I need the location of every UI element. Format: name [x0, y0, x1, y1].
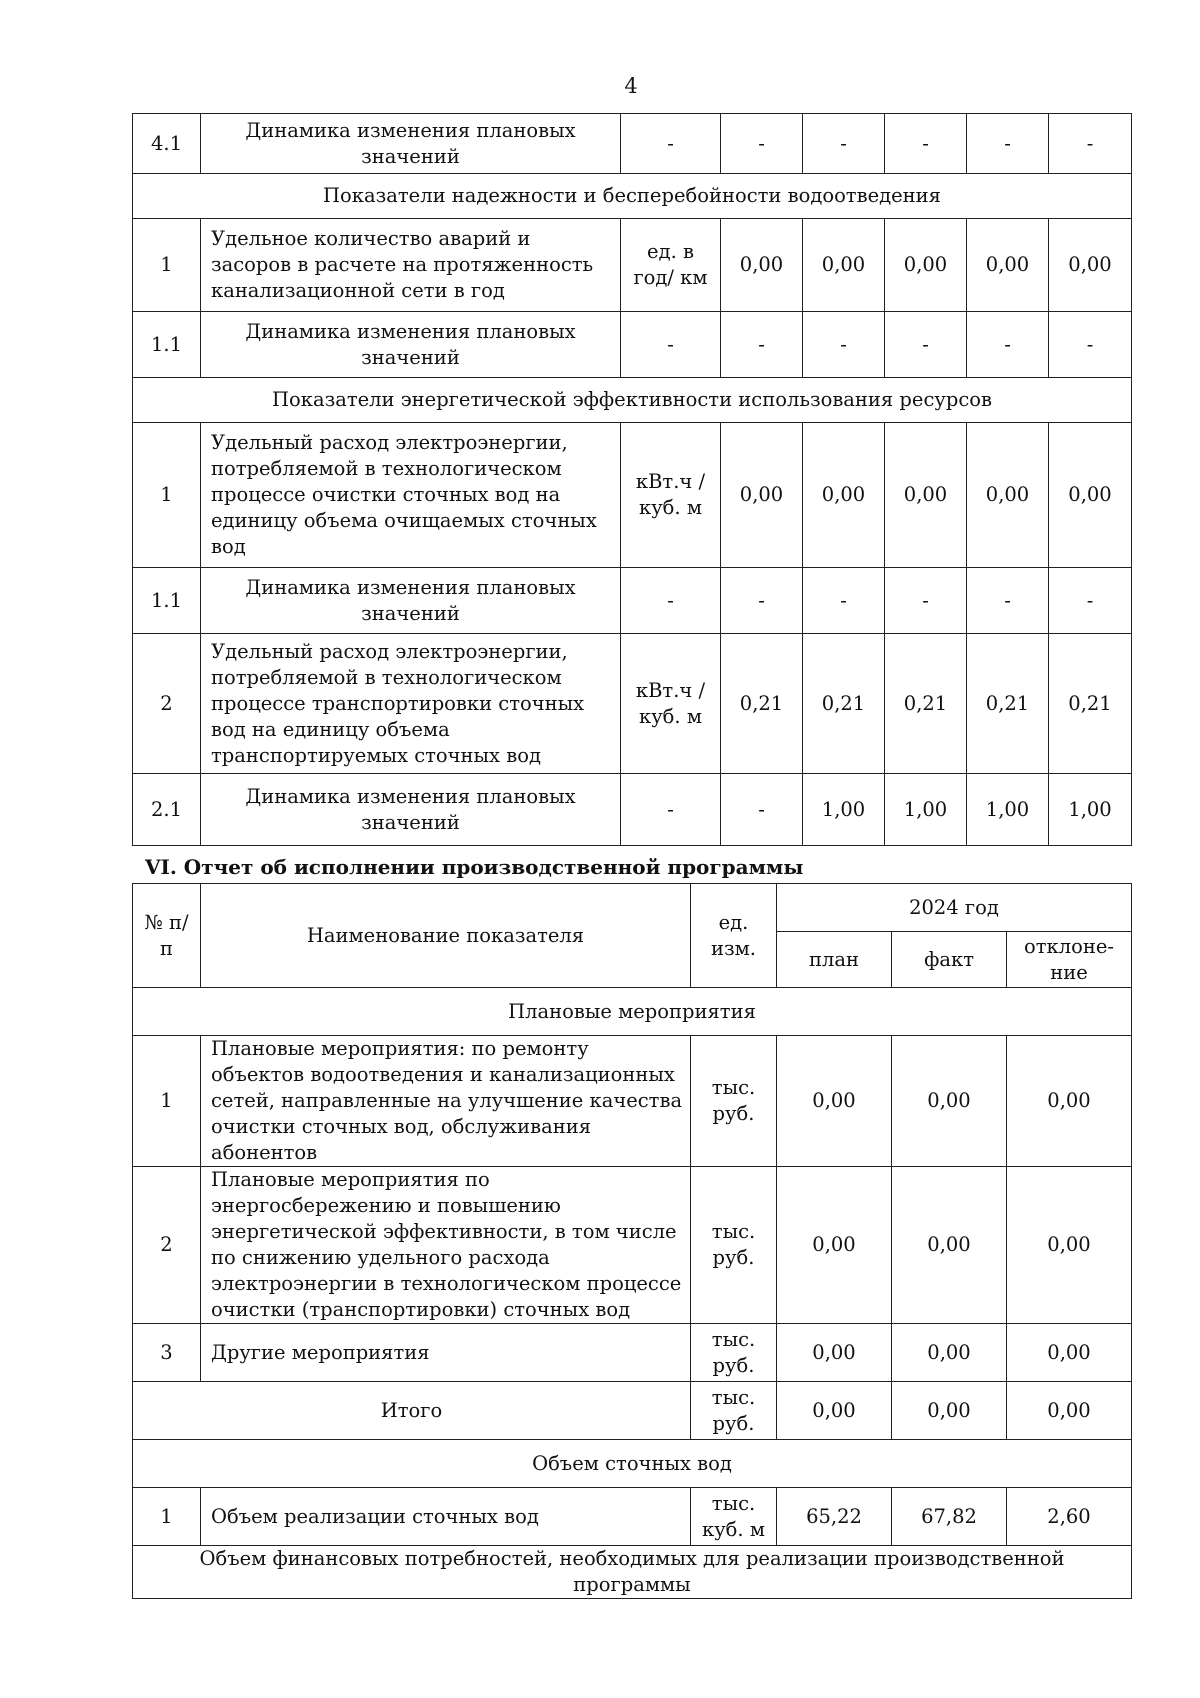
value: - — [1049, 568, 1132, 634]
indicators-table — [132, 113, 1132, 846]
row-number: 2 — [133, 634, 201, 774]
unit: кВт.ч / куб. м — [621, 634, 721, 774]
row-number: 1 — [133, 1036, 201, 1167]
unit: - — [621, 774, 721, 846]
section-row — [133, 1440, 1132, 1488]
value: 0,21 — [967, 634, 1049, 774]
row-number: 1.1 — [133, 312, 201, 378]
unit: тыс. руб. — [691, 1036, 777, 1167]
header-plan: план — [777, 932, 892, 988]
indicator-name: Объем реализации сточных вод — [201, 1488, 691, 1546]
value: 0,00 — [1049, 219, 1132, 312]
value: 0,00 — [721, 219, 803, 312]
section-heading: Плановые мероприятия — [133, 988, 1132, 1036]
value: - — [721, 114, 803, 174]
indicator-name: Плановые мероприятия по энергосбережению и повышению энергетической эффективности, в том числе по снижению удельного расхода электроэнергии в технологическом процессе очистки (транспортировки) сточных вод — [201, 1167, 691, 1324]
section-heading: Объем сточных вод — [133, 1440, 1132, 1488]
unit: тыс. куб. м — [691, 1488, 777, 1546]
unit: тыс. руб. — [691, 1324, 777, 1382]
fact-value: 0,00 — [892, 1036, 1007, 1167]
indicator-name: Удельный расход электроэнергии, потребляемой в технологическом процессе очистки сточных вод на единицу объема очищаемых сточных вод — [201, 423, 621, 568]
value: - — [967, 568, 1049, 634]
unit: - — [621, 568, 721, 634]
unit: тыс. руб. — [691, 1382, 777, 1440]
value: - — [803, 114, 885, 174]
value: 0,00 — [1049, 423, 1132, 568]
section-row — [133, 988, 1132, 1036]
unit: ед. в год/ км — [621, 219, 721, 312]
deviation-value: 0,00 — [1007, 1324, 1132, 1382]
table-row — [133, 1167, 1132, 1324]
indicator-name: Динамика изменения плановых значений — [201, 312, 621, 378]
value: 1,00 — [803, 774, 885, 846]
plan-value: 0,00 — [777, 1167, 892, 1324]
fact-value: 0,00 — [892, 1324, 1007, 1382]
header-num: № п/п — [133, 884, 201, 988]
total-row — [133, 1382, 1132, 1440]
value: - — [1049, 114, 1132, 174]
header-unit: ед. изм. — [691, 884, 777, 988]
value: - — [803, 312, 885, 378]
header-fact: факт — [892, 932, 1007, 988]
row-number: 1 — [133, 1488, 201, 1546]
value: 0,21 — [1049, 634, 1132, 774]
row-number: 4.1 — [133, 114, 201, 174]
indicator-name: Динамика изменения плановых значений — [201, 774, 621, 846]
value: 0,21 — [885, 634, 967, 774]
deviation-value: 2,60 — [1007, 1488, 1132, 1546]
table-row — [133, 1036, 1132, 1167]
fact-value: 0,00 — [892, 1167, 1007, 1324]
value: - — [885, 568, 967, 634]
value: 0,21 — [721, 634, 803, 774]
program-report-table — [132, 883, 1132, 1599]
row-number: 1.1 — [133, 568, 201, 634]
deviation-value: 0,00 — [1007, 1167, 1132, 1324]
header-name: Наименование показателя — [201, 884, 691, 988]
value: 1,00 — [1049, 774, 1132, 846]
row-number: 1 — [133, 423, 201, 568]
indicator-name: Динамика изменения плановых значений — [201, 568, 621, 634]
indicator-name: Удельный расход электроэнергии, потребляемой в технологическом процессе транспортировки сточных вод на единицу объема транспортируемых сточных вод — [201, 634, 621, 774]
unit: тыс. руб. — [691, 1167, 777, 1324]
value: - — [885, 312, 967, 378]
value: - — [721, 568, 803, 634]
table-row — [133, 423, 1132, 568]
value: 1,00 — [885, 774, 967, 846]
unit: кВт.ч / куб. м — [621, 423, 721, 568]
value: 0,21 — [803, 634, 885, 774]
value: - — [721, 312, 803, 378]
table-row — [133, 568, 1132, 634]
value: - — [803, 568, 885, 634]
unit: - — [621, 312, 721, 378]
fact-value: 67,82 — [892, 1488, 1007, 1546]
value: 0,00 — [885, 219, 967, 312]
plan-value: 0,00 — [777, 1324, 892, 1382]
row-number: 3 — [133, 1324, 201, 1382]
header-year: 2024 год — [777, 884, 1132, 932]
value: - — [967, 114, 1049, 174]
table-row — [133, 634, 1132, 774]
deviation-value: 0,00 — [1007, 1036, 1132, 1167]
table-row — [133, 219, 1132, 312]
total-label: Итого — [133, 1382, 691, 1440]
table-row — [133, 1324, 1132, 1382]
value: 0,00 — [803, 219, 885, 312]
value: 0,00 — [721, 423, 803, 568]
section-row — [133, 378, 1132, 423]
row-number: 1 — [133, 219, 201, 312]
unit: - — [621, 114, 721, 174]
page-number: 4 — [624, 74, 638, 98]
value: 1,00 — [967, 774, 1049, 846]
plan-value: 65,22 — [777, 1488, 892, 1546]
header-row-1 — [133, 884, 1132, 932]
value: 0,00 — [967, 219, 1049, 312]
plan-value: 0,00 — [777, 1382, 892, 1440]
indicator-name: Удельное количество аварий и засоров в расчете на протяженность канализационной сети в год — [201, 219, 621, 312]
section-row — [133, 174, 1132, 219]
table-row — [133, 1488, 1132, 1546]
value: 0,00 — [885, 423, 967, 568]
value: - — [967, 312, 1049, 378]
row-number: 2 — [133, 1167, 201, 1324]
value: 0,00 — [967, 423, 1049, 568]
indicator-name: Плановые мероприятия: по ремонту объектов водоотведения и канализационных сетей, направленные на улучшение качества очистки сточных вод, обслуживания абонентов — [201, 1036, 691, 1167]
section-title: VI. Отчет об исполнении производственной программы — [145, 855, 804, 879]
table-row — [133, 312, 1132, 378]
value: - — [721, 774, 803, 846]
indicator-name: Динамика изменения плановых значений — [201, 114, 621, 174]
deviation-value: 0,00 — [1007, 1382, 1132, 1440]
section-heading: Показатели надежности и бесперебойности водоотведения — [133, 174, 1132, 219]
fact-value: 0,00 — [892, 1382, 1007, 1440]
header-deviation: отклоне-ние — [1007, 932, 1132, 988]
section-heading: Объем финансовых потребностей, необходимых для реализации производственной программы — [133, 1546, 1132, 1599]
value: - — [885, 114, 967, 174]
table-row — [133, 774, 1132, 846]
table-row — [133, 114, 1132, 174]
section-heading: Показатели энергетической эффективности использования ресурсов — [133, 378, 1132, 423]
value: - — [1049, 312, 1132, 378]
row-number: 2.1 — [133, 774, 201, 846]
value: 0,00 — [803, 423, 885, 568]
indicator-name: Другие мероприятия — [201, 1324, 691, 1382]
plan-value: 0,00 — [777, 1036, 892, 1167]
section-row — [133, 1546, 1132, 1599]
